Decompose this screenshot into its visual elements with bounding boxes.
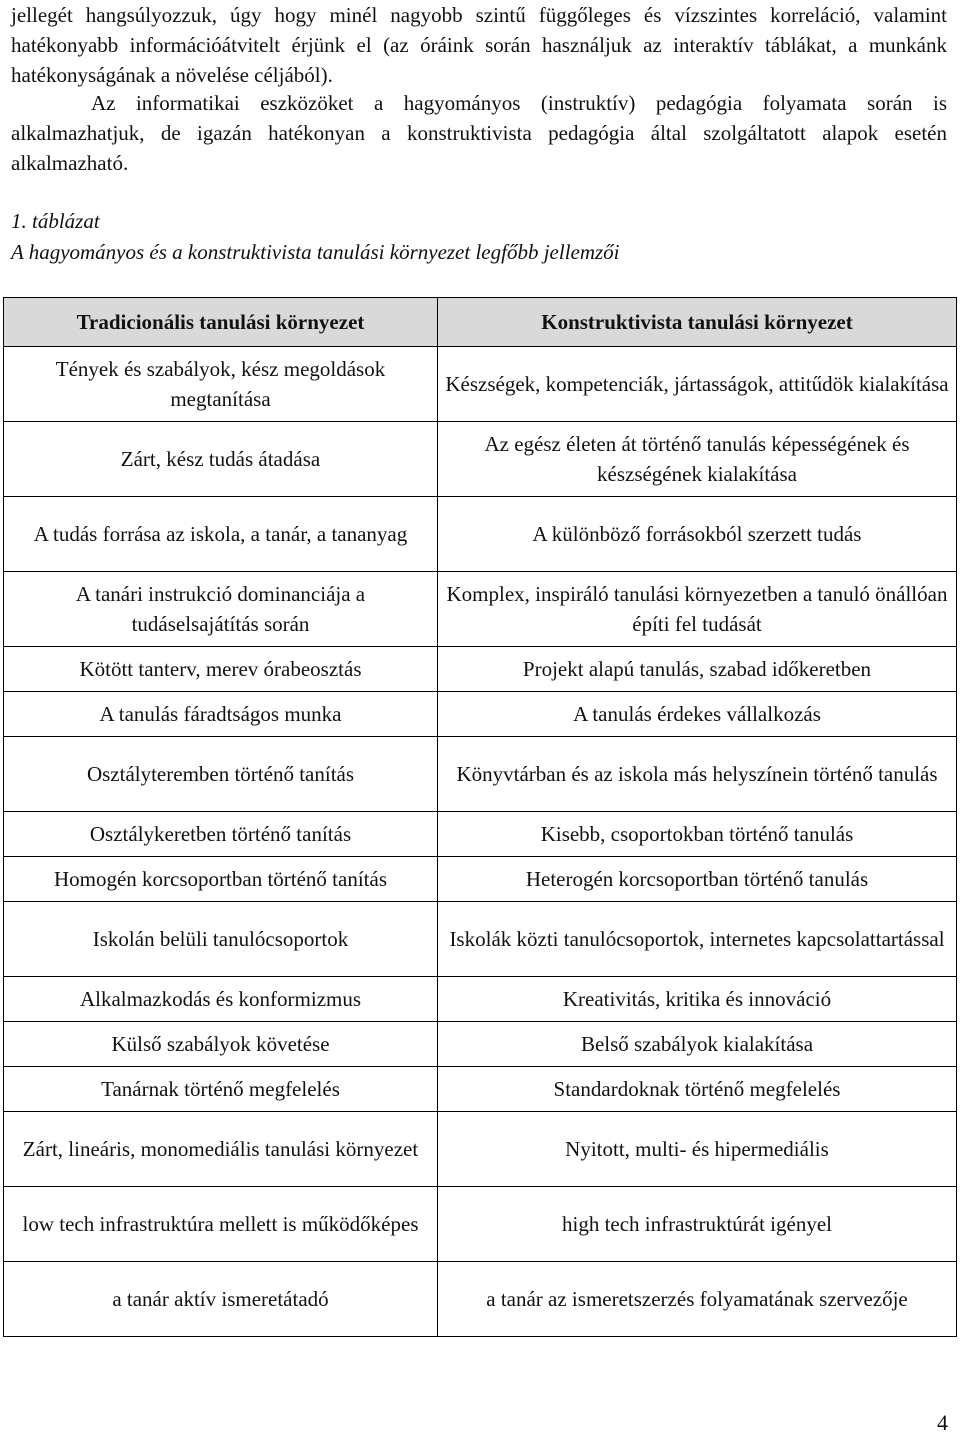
header-traditional: Tradicionális tanulási környezet [4,298,438,347]
table-row [4,977,957,1022]
constructivist-cell: high tech infrastruktúrát igényel [438,1187,957,1262]
traditional-cell: Zárt, kész tudás átadása [4,422,438,497]
constructivist-cell: A tanulás érdekes vállalkozás [438,692,957,737]
page-number: 4 [937,1410,948,1435]
table-row [4,497,957,572]
constructivist-cell: Az egész életen át történő tanulás képességének és készségének kialakítása [438,422,957,497]
table-caption-number: 1. táblázat [11,209,100,233]
constructivist-cell: Könyvtárban és az iskola más helyszínein történő tanulás [438,737,957,812]
traditional-cell: a tanár aktív ismeretátadó [4,1262,438,1337]
table-row [4,1022,957,1067]
constructivist-cell: Komplex, inspiráló tanulási környezetben a tanuló önállóan építi fel tudását [438,572,957,647]
table-row [4,857,957,902]
traditional-cell: low tech infrastruktúra mellett is működőképes [4,1187,438,1262]
traditional-cell: Osztálykeretben történő tanítás [4,812,438,857]
table-row [4,347,957,422]
table-row [4,737,957,812]
traditional-cell: Külső szabályok követése [4,1022,438,1067]
table-row [4,1067,957,1112]
traditional-cell: Tények és szabályok, kész megoldások megtanítása [4,347,438,422]
constructivist-cell: Készségek, kompetenciák, jártasságok, attitűdök kialakítása [438,347,957,422]
constructivist-cell: Belső szabályok kialakítása [438,1022,957,1067]
traditional-cell: Kötött tanterv, merev órabeosztás [4,647,438,692]
constructivist-cell: Kisebb, csoportokban történő tanulás [438,812,957,857]
traditional-cell: A tanulás fáradtságos munka [4,692,438,737]
comparison-table [3,297,957,1337]
traditional-cell: Zárt, lineáris, monomediális tanulási környezet [4,1112,438,1187]
traditional-cell: Homogén korcsoportban történő tanítás [4,857,438,902]
constructivist-cell: Standardoknak történő megfelelés [438,1067,957,1112]
constructivist-cell: Kreativitás, kritika és innováció [438,977,957,1022]
traditional-cell: Iskolán belüli tanulócsoportok [4,902,438,977]
intro-paragraph: jellegét hangsúlyozzuk, úgy hogy minél nagyobb szintű függőleges és vízszintes korreláció, valamint hatékonyabb információátvitelt érjünk el (az óráink során használjuk az interaktív táblákat, a munkánk hatékonyságának a növelése céljából). [11,3,947,87]
traditional-cell: A tudás forrása az iskola, a tanár, a tananyag [4,497,438,572]
table-row [4,1262,957,1337]
traditional-cell: Tanárnak történő megfelelés [4,1067,438,1112]
header-constructivist: Konstruktivista tanulási környezet [438,298,957,347]
traditional-cell: Osztályteremben történő tanítás [4,737,438,812]
traditional-cell: A tanári instrukció dominanciája a tudáselsajátítás során [4,572,438,647]
table-row [4,812,957,857]
table-row [4,1112,957,1187]
constructivist-cell: Heterogén korcsoportban történő tanulás [438,857,957,902]
table-header-row [4,298,957,347]
table-caption-title: A hagyományos és a konstruktivista tanulási környezet legfőbb jellemzői [11,240,620,264]
constructivist-cell: Iskolák közti tanulócsoportok, internetes kapcsolattartással [438,902,957,977]
table-row [4,647,957,692]
constructivist-cell: Projekt alapú tanulás, szabad időkeretben [438,647,957,692]
constructivist-cell: A különböző forrásokból szerzett tudás [438,497,957,572]
constructivist-cell: a tanár az ismeretszerzés folyamatának szervezője [438,1262,957,1337]
table-row [4,902,957,977]
table-row [4,572,957,647]
table-row [4,1187,957,1262]
second-paragraph: Az informatikai eszközöket a hagyományos (instruktív) pedagógia folyamata során is alkalmazhatjuk, de igazán hatékonyan a konstruktivista pedagógia által szolgáltatott alapok esetén alkalmazható. [11,91,947,175]
table-row [4,692,957,737]
traditional-cell: Alkalmazkodás és konformizmus [4,977,438,1022]
table-row [4,422,957,497]
constructivist-cell: Nyitott, multi- és hipermediális [438,1112,957,1187]
